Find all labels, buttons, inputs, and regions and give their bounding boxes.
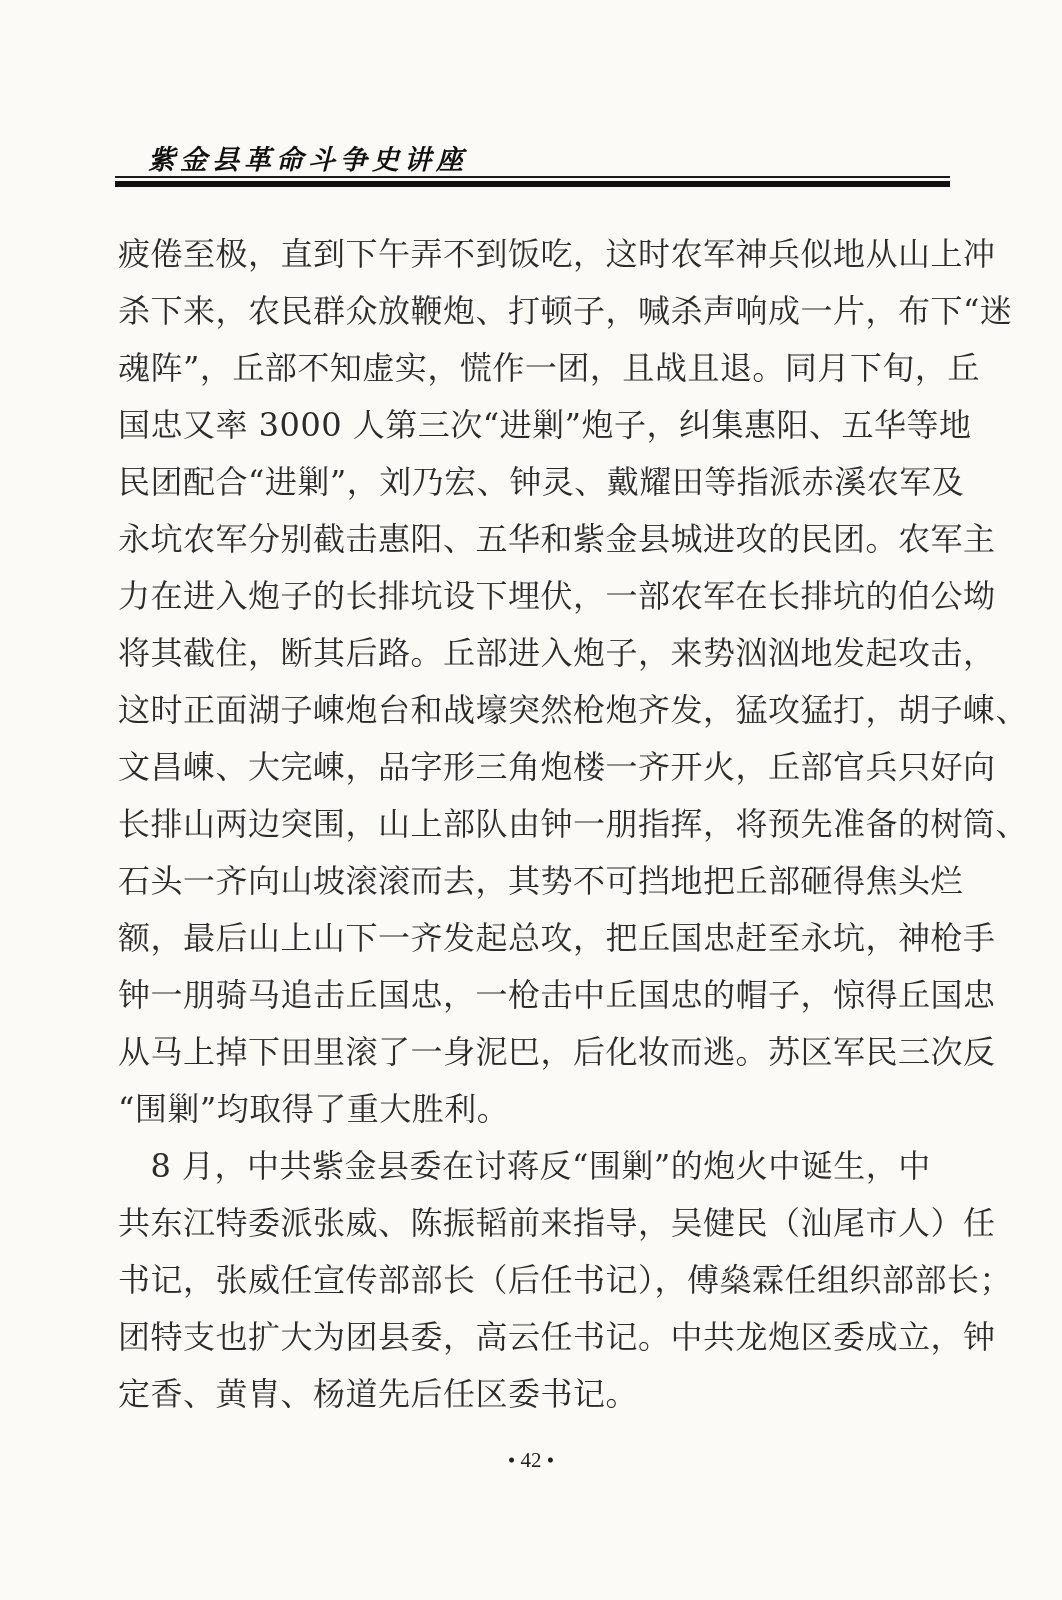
text-line: 额，最后山上山下一齐发起总攻，把丘国忠赶至永坑，神枪手 xyxy=(118,919,996,957)
text-line: 书记，张威任宣传部部长（后任书记），傅燊霖任组织部部长； xyxy=(118,1261,1013,1299)
header-rule-thick xyxy=(115,181,950,187)
text-line: 永坑农军分别截击惠阳、五华和紫金县城进攻的民团。农军主 xyxy=(118,520,996,558)
text-line: 杀下来，农民群众放鞭炮、打顿子，喊杀声响成一片，布下“迷 xyxy=(118,292,1013,330)
text-line: 这时正面湖子崠炮台和战壕突然枪炮齐发，猛攻猛打，胡子崠、 xyxy=(118,691,1029,729)
text-line: 将其截住，断其后路。丘部进入炮子，来势汹汹地发起攻击， xyxy=(118,634,996,672)
text-line: 国忠又率 3000 人第三次“进剿”炮子，纠集惠阳、五华等地 xyxy=(118,406,972,444)
text-line: 石头一齐向山坡滚滚而去，其势不可挡地把丘部砸得焦头烂 xyxy=(118,862,964,900)
text-line: 疲倦至极，直到下午弄不到饭吃，这时农军神兵似地从山上冲 xyxy=(118,235,996,273)
text-line: 长排山两边突围，山上部队由钟一朋指挥，将预先准备的树筒、 xyxy=(118,805,1029,843)
text-line: 文昌崠、大完崠，品字形三角炮楼一齐开火，丘部官兵只好向 xyxy=(118,748,996,786)
text-line: 力在进入炮子的长排坑设下埋伏，一部农军在长排坑的伯公坳 xyxy=(118,577,996,615)
text-line: 定香、黄胄、杨道先后任区委书记。 xyxy=(118,1375,639,1413)
text-line: 魂阵”，丘部不知虚实，慌作一团，且战且退。同月下旬，丘 xyxy=(118,349,980,387)
text-line: “围剿”均取得了重大胜利。 xyxy=(118,1090,510,1128)
text-line: 钟一朋骑马追击丘国忠，一枪击中丘国忠的帽子，惊得丘国忠 xyxy=(118,976,996,1014)
text-line: 民团配合“进剿”，刘乃宏、钟灵、戴耀田等指派赤溪农军及 xyxy=(118,463,965,501)
running-header-title: 紫金县革命斗争史讲座 xyxy=(148,145,468,176)
text-line: 团特支也扩大为团县委，高云任书记。中共龙炮区委成立，钟 xyxy=(118,1318,996,1356)
header-rule-thin xyxy=(115,176,950,178)
text-line: 8 月，中共紫金县委在讨蒋反“围剿”的炮火中诞生，中 xyxy=(118,1147,931,1185)
text-line: 从马上掉下田里滚了一身泥巴，后化妆而逃。苏区军民三次反 xyxy=(118,1033,996,1071)
page-number: • 42 • xyxy=(507,1448,555,1472)
body-text xyxy=(118,226,1029,1423)
text-line: 共东江特委派张威、陈振韬前来指导，吴健民（汕尾市人）任 xyxy=(118,1204,996,1242)
